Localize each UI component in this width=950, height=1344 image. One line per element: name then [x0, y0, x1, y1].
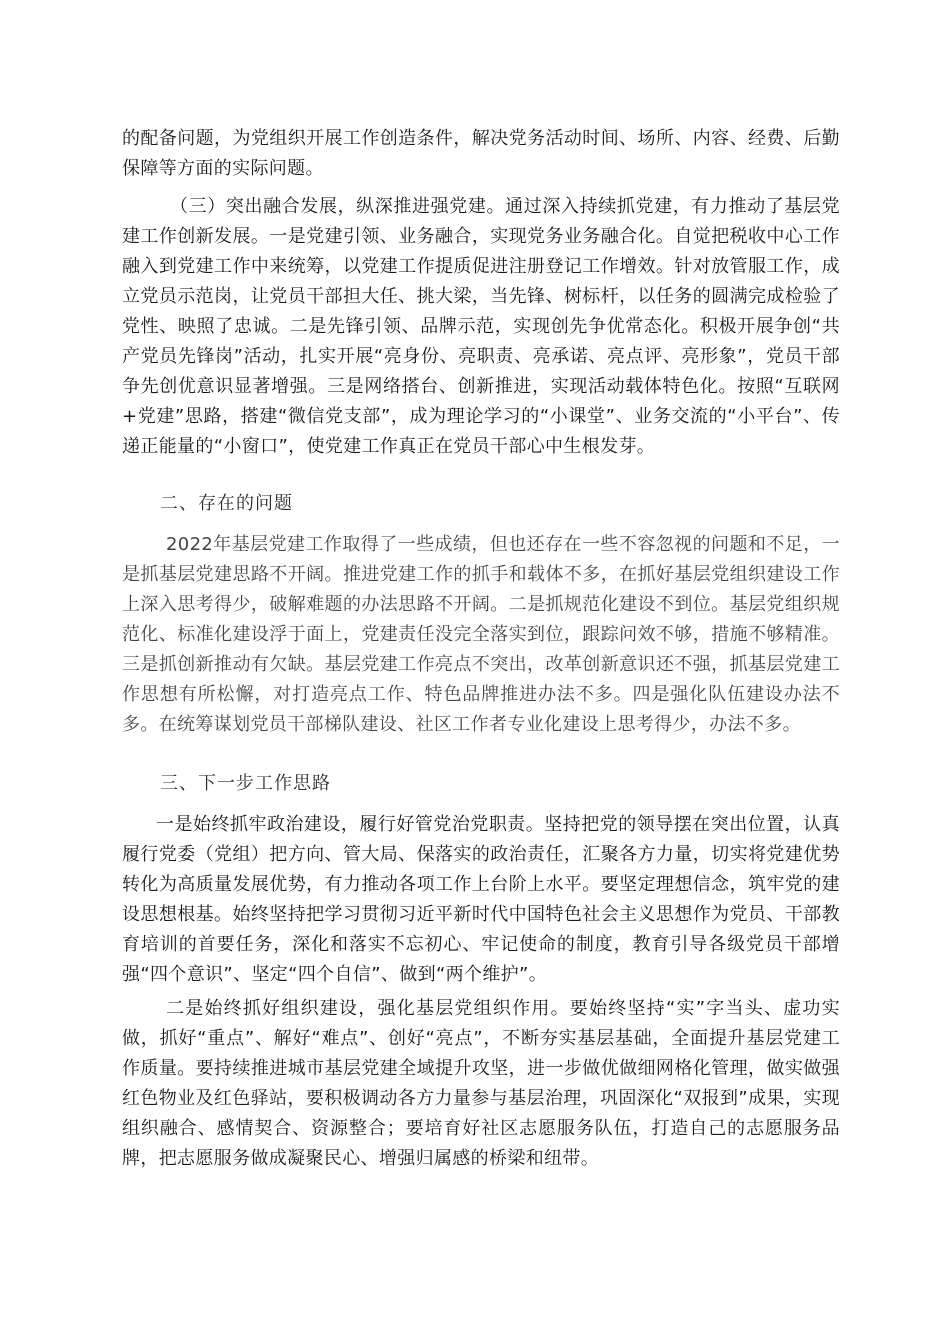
paragraph-organization-construction: 二是始终抓好组织建设，强化基层党组织作用。要始终坚持“实”字当头、虚功实做，抓好“重点”、解好“难点”、创好“亮点”，不断夯实基层基础，全面提升基层党建工作质量。要持续推进城市基层党建全域提升攻坚，进一步做优做细网格化管理，做实做强红色物业及红色驿站，要积极调动各方力量参与基层治理，巩固深化“双报到”成果，实现组织融合、感情契合、资源整合；要培育好社区志愿服务队伍，打造自己的志愿服务品牌，把志愿服务做成凝聚民心、增强归属感的桥梁和纽带。: [122, 998, 840, 1169]
section-heading-problems: 二、存在的问题: [160, 493, 293, 514]
paragraph-integration: （三）突出融合发展，纵深推进强党建。通过深入持续抓党建，有力推动了基层党建工作创新发展。一是党建引领、业务融合，实现党务业务融合化。自觉把税收中心工作融入到党建工作中来统筹，以党建工作提质促进注册登记工作增效。针对放管服工作，成立党员示范岗，让党员干部担大任、挑大梁，当先锋、树标杆，以任务的圆满完成检验了党性、映照了忠诚。二是先锋引领、品牌示范，实现创先争优常态化。积极开展争创“共产党员先锋岗”活动，扎实开展“亮身份、亮职责、亮承诺、亮点评、亮形象”，党员干部争先创优意识显著增强。三是网络搭台、创新推进，实现活动载体特色化。按照“互联网+党建”思路，搭建“微信党支部”，成为理论学习的“小课堂”、业务交流的“小平台”、传递正能量的“小窗口”，使党建工作真正在党员干部心中生根发芽。: [122, 196, 840, 457]
paragraph-continuation: 的配备问题，为党组织开展工作创造条件，解决党务活动时间、场所、内容、经费、后勤保障等方面的实际问题。: [122, 128, 840, 179]
section-heading-next-steps: 三、下一步工作思路: [160, 773, 331, 794]
paragraph-political-construction: 一是始终抓牢政治建设，履行好管党治党职责。坚持把党的领导摆在突出位置，认真履行党委（党组）把方向、管大局、保落实的政治责任，汇聚各方力量，切实将党建优势转化为高质量发展优势，有力推动各项工作上台阶上水平。要坚定理想信念，筑牢党的建设思想根基。始终坚持把学习贯彻习近平新时代中国特色社会主义思想作为党员、干部教育培训的首要任务，深化和落实不忘初心、牢记使命的制度，教育引导各级党员干部增强“四个意识”、坚定“四个自信”、做到“两个维护”。: [122, 814, 840, 985]
paragraph-problems: 2022年基层党建工作取得了一些成绩，但也还存在一些不容忽视的问题和不足，一是抓基层党建思路不开阔。推进党建工作的抓手和载体不多，在抓好基层党组织建设工作上深入思考得少，破解难题的办法思路不开阔。二是抓规范化建设不到位。基层党组织规范化、标准化建设浮于面上，党建责任没完全落实到位，跟踪问效不够，措施不够精准。三是抓创新推动有欠缺。基层党建工作亮点不突出，改革创新意识还不强，抓基层党建工作思想有所松懈，对打造亮点工作、特色品牌推进办法不多。四是强化队伍建设办法不多。在统筹谋划党员干部梯队建设、社区工作者专业化建设上思考得少，办法不多。: [122, 534, 840, 735]
